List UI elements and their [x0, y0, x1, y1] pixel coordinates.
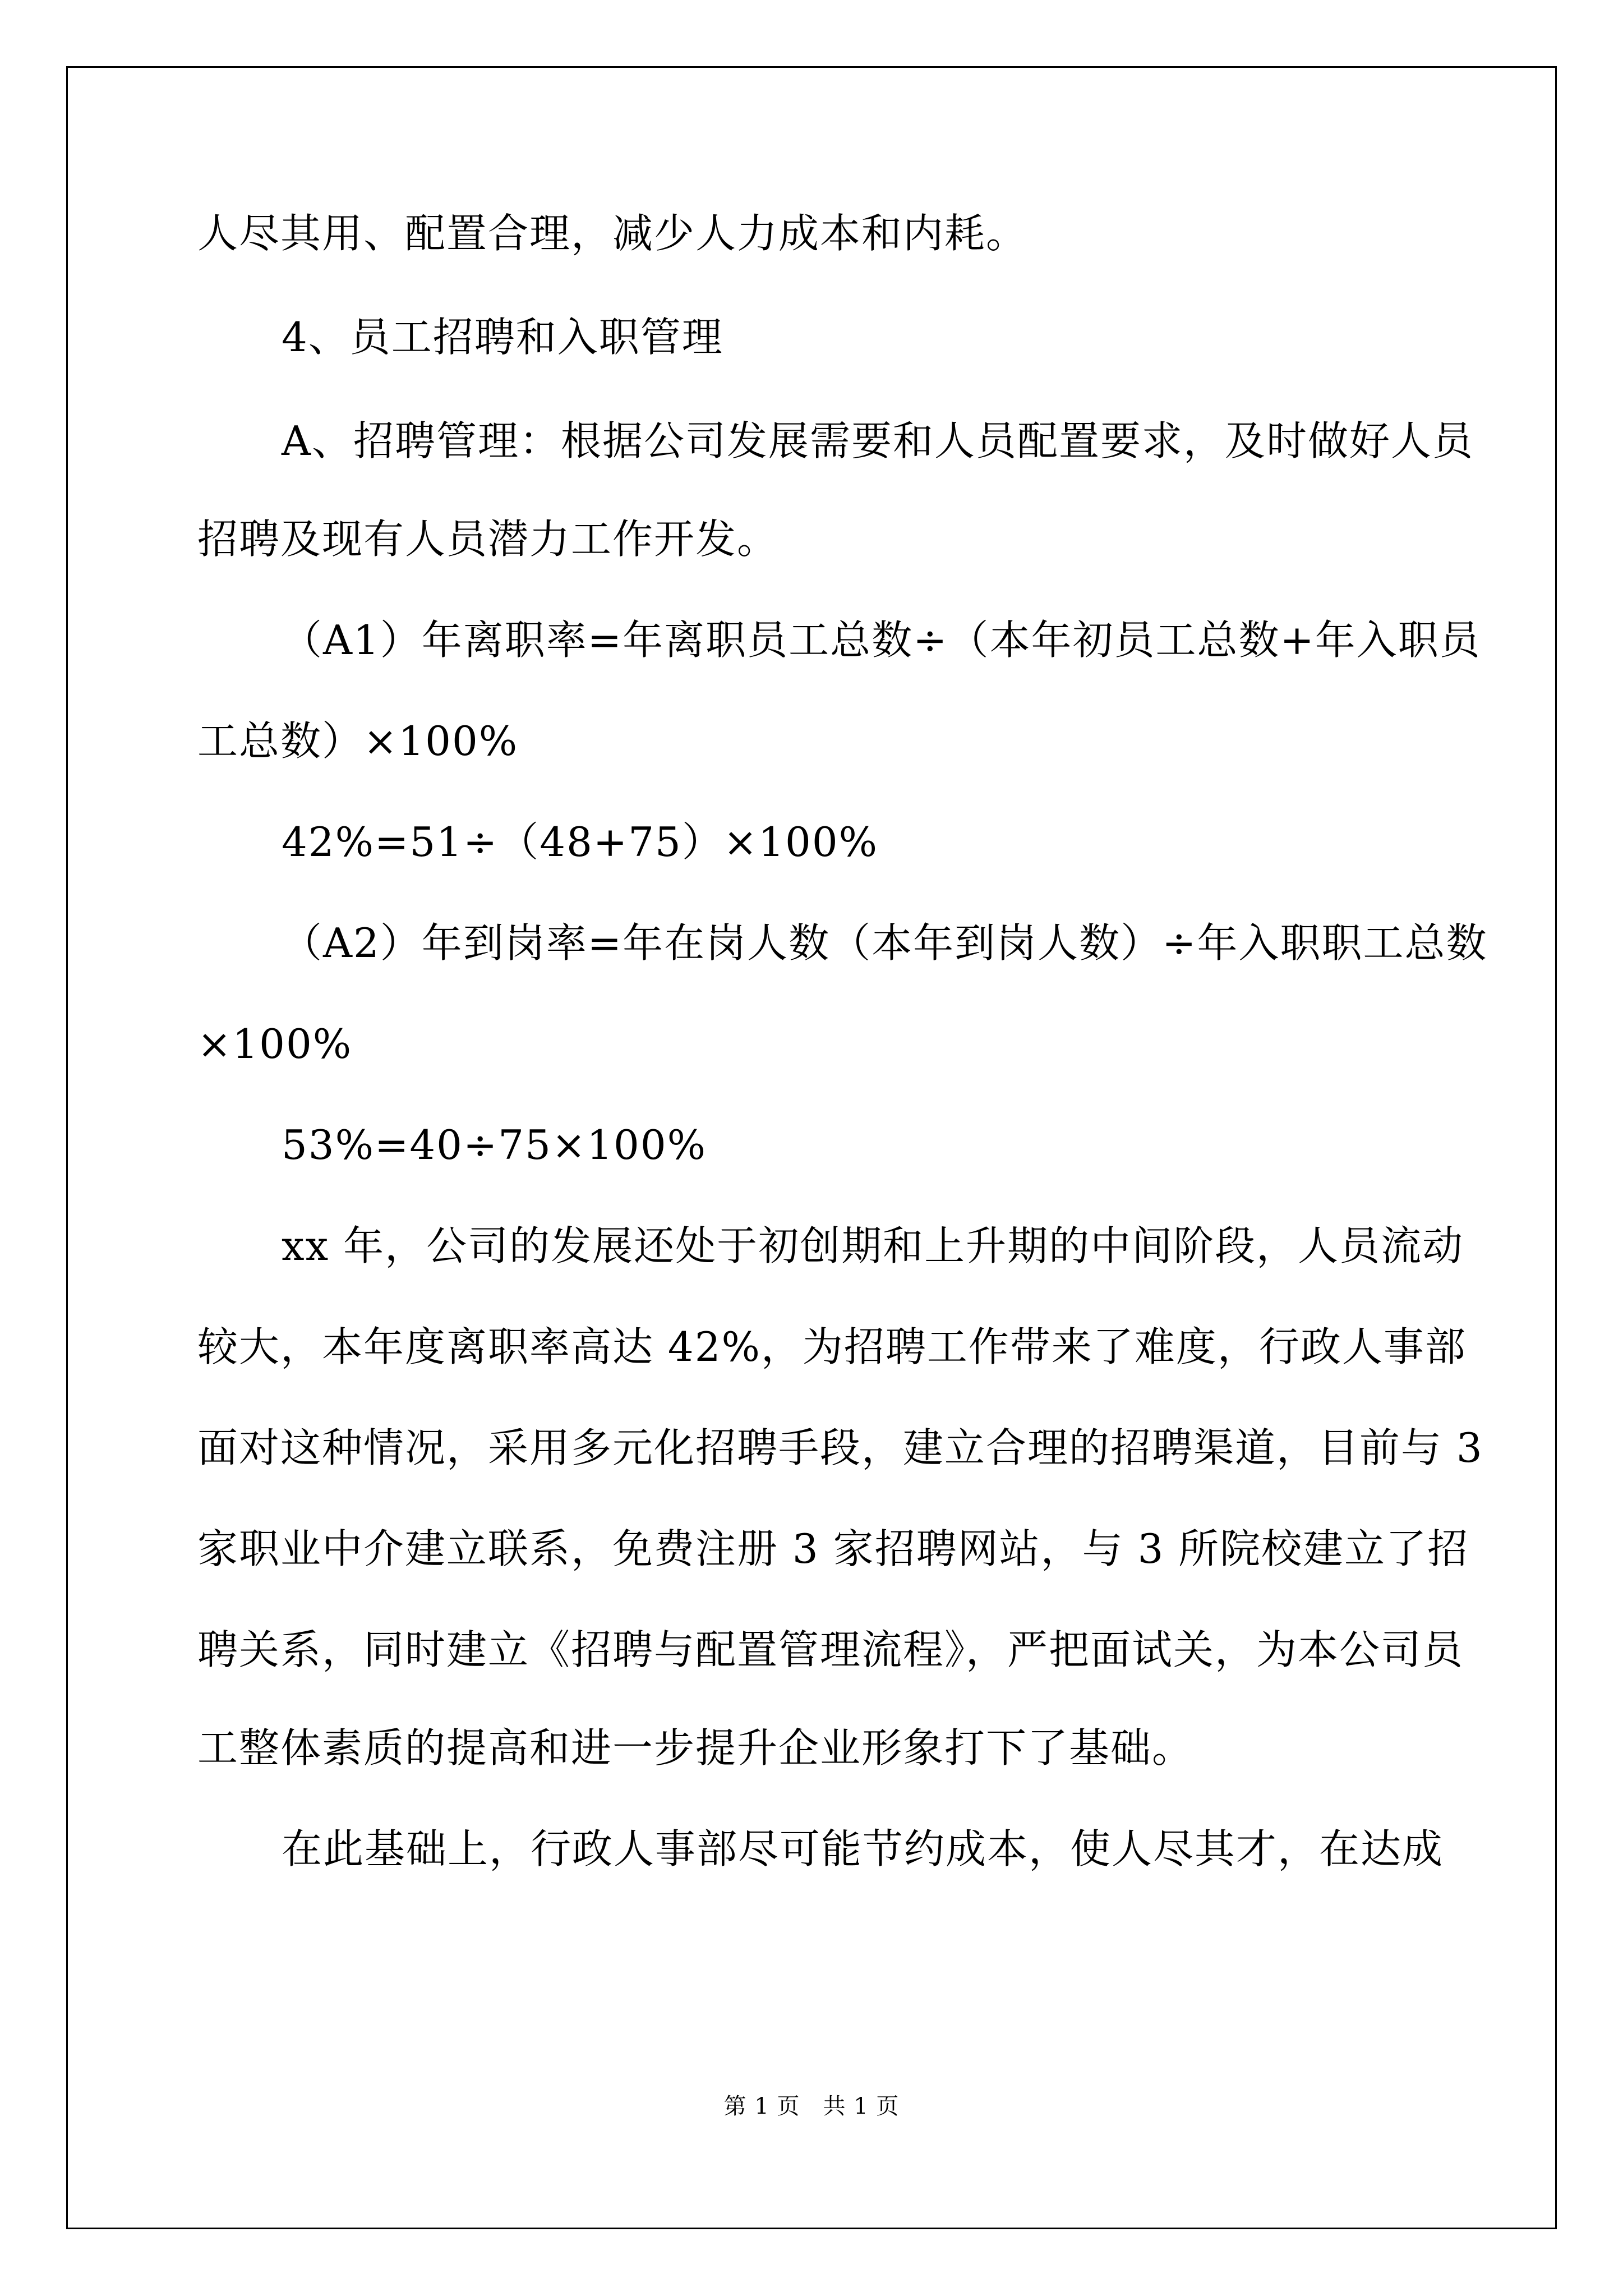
formula-line: ×100%	[197, 1020, 353, 1068]
formula-line: 42%=51÷（48+75）×100%	[282, 818, 879, 866]
paragraph-line: 人尽其用、配置合理，减少人力成本和内耗。	[197, 210, 1028, 257]
paragraph-line: A、招聘管理：根据公司发展需要和人员配置要求，及时做好人员	[282, 417, 1474, 464]
paragraph-line: 较大，本年度离职率高达 42%，为招聘工作带来了难度，行政人事部	[197, 1323, 1467, 1370]
formula-line: 工总数）×100%	[197, 717, 519, 765]
section-heading: 4、员工招聘和入职管理	[282, 314, 723, 361]
paragraph-line: 聘关系，同时建立《招聘与配置管理流程》，严把面试关，为本公司员	[197, 1626, 1464, 1673]
paragraph-line: 在此基础上，行政人事部尽可能节约成本，使人尽其才，在达成	[282, 1825, 1444, 1872]
formula-line: （A2）年到岗率=年在岗人数（本年到岗人数）÷年入职职工总数	[282, 919, 1488, 967]
formula-line: （A1）年离职率=年离职员工总数÷（本年初员工总数+年入职员	[282, 616, 1481, 664]
paragraph-line: 招聘及现有人员潜力工作开发。	[197, 516, 779, 563]
paragraph-line: 工整体素质的提高和进一步提升企业形象打下了基础。	[197, 1724, 1194, 1772]
paragraph-line: 面对这种情况，采用多元化招聘手段，建立合理的招聘渠道，目前与 3	[197, 1424, 1483, 1471]
paragraph-line: xx 年，公司的发展还处于初创期和上升期的中间阶段，人员流动	[282, 1222, 1464, 1269]
formula-line: 53%=40÷75×100%	[282, 1121, 707, 1168]
page-number-footer: 第 1 页 共 1 页	[723, 2093, 900, 2119]
paragraph-line: 家职业中介建立联系，免费注册 3 家招聘网站，与 3 所院校建立了招	[197, 1525, 1469, 1572]
